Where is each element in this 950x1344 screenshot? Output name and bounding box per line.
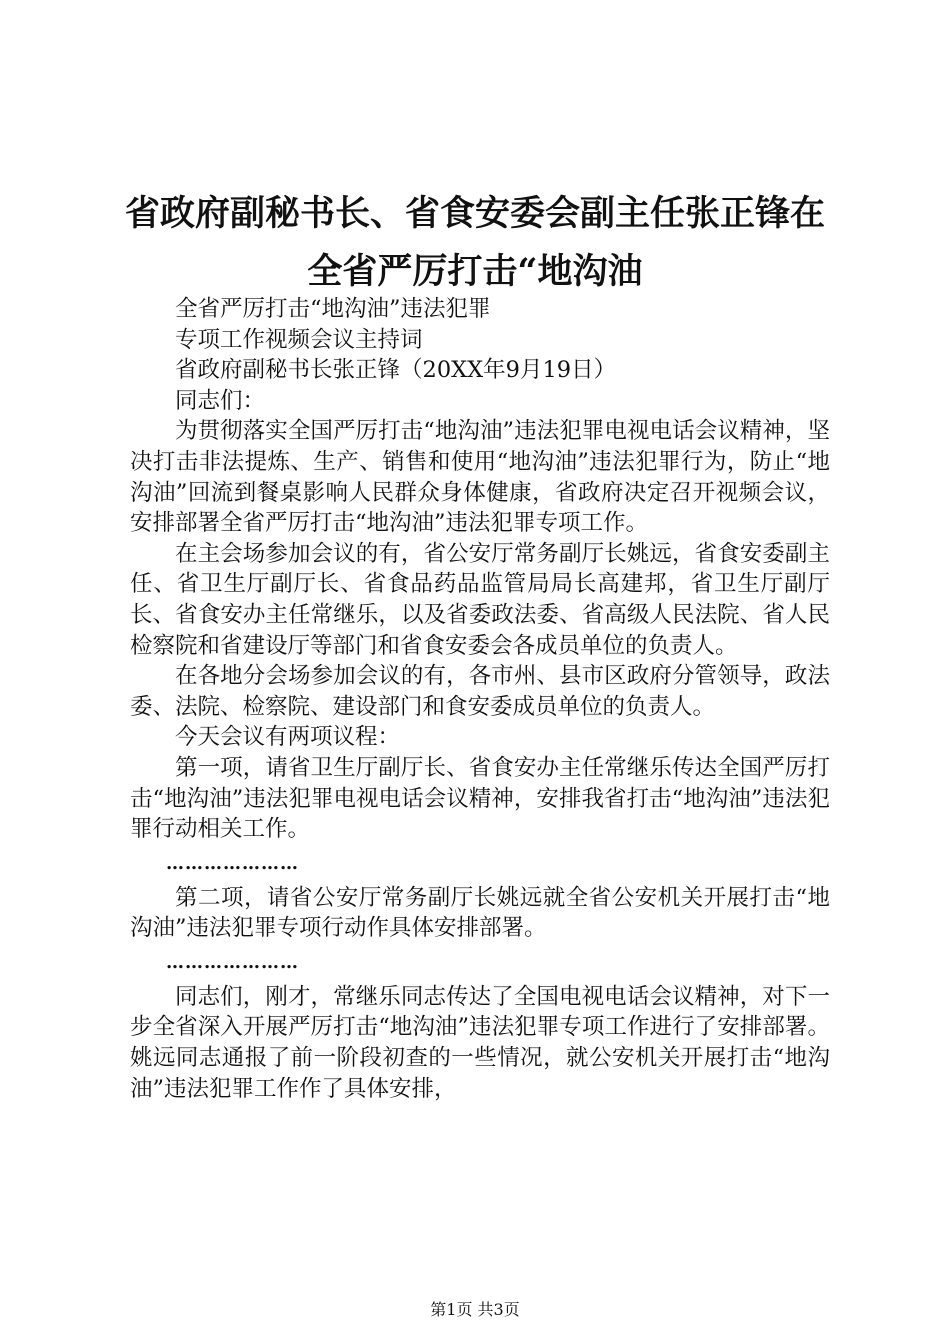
ellipsis-1: …………………	[166, 852, 299, 874]
ellipsis-2: …………………	[166, 951, 299, 973]
paragraph-summary: 同志们，刚才，常继乐同志传达了全国电视电话会议精神，对下一步全省深入开展严厉打击“地沟油”违法犯罪专项工作进行了安排部署。姚远同志通报了前一阶段初查的一些情况，就公安机关开展打击“地沟油”违法犯罪工作作了具体安排，	[130, 983, 830, 1102]
paragraph-branch-venues: 在各地分会场参加会议的有，各市州、县市区政府分管领导，政法委、法院、检察院、建设部门和食安委成员单位的负责人。	[130, 663, 830, 720]
agenda-item-2: 第二项，请省公安厅常务副厅长姚远就全省公安机关开展打击“地沟油”违法犯罪专项行动作具体安排部署。	[130, 884, 830, 942]
document-title-line-1: 省政府副秘书长、省食安委会副主任张正锋在	[124, 193, 825, 234]
agenda-item-1: 第一项，请省卫生厅副厅长、省食安办主任常继乐传达全国严厉打击“地沟油”违法犯罪电视电话会议精神，安排我省打击“地沟油”违法犯罪行动相关工作。	[130, 754, 830, 843]
speaker-line: 省政府副秘书长张正锋（20XX年9月19日）	[175, 357, 617, 384]
subtitle-line-1: 全省严厉打击“地沟油”违法犯罪	[175, 296, 491, 322]
paragraph-purpose: 为贯彻落实全国严厉打击“地沟油”违法犯罪电视电话会议精神，坚决打击非法提炼、生产、销售和使用“地沟油”违法犯罪行为，防止“地沟油”回流到餐桌影响人民群众身体健康，省政府决定召开视频会议，安排部署全省严厉打击“地沟油”违法犯罪专项工作。	[130, 418, 830, 537]
subtitle-line-2: 专项工作视频会议主持词	[175, 326, 423, 353]
document-body	[130, 294, 830, 1104]
paragraph-main-venue: 在主会场参加会议的有，省公安厅常务副厅长姚远，省食安委副主任、省卫生厅副厅长、省食品药品监管局局长高建邦，省卫生厅副厅长、省食安办主任常继乐，以及省委政法委、省高级人民法院、省人民检察院和省建设厅等部门和省食安委会各成员单位的负责人。	[130, 540, 830, 659]
page-footer: 第1页 共3页	[430, 1300, 520, 1319]
salutation: 同志们：	[175, 387, 266, 414]
document-title-line-2: 全省严厉打击“地沟油	[307, 251, 643, 292]
agenda-intro: 今天会议有两项议程：	[175, 724, 401, 751]
